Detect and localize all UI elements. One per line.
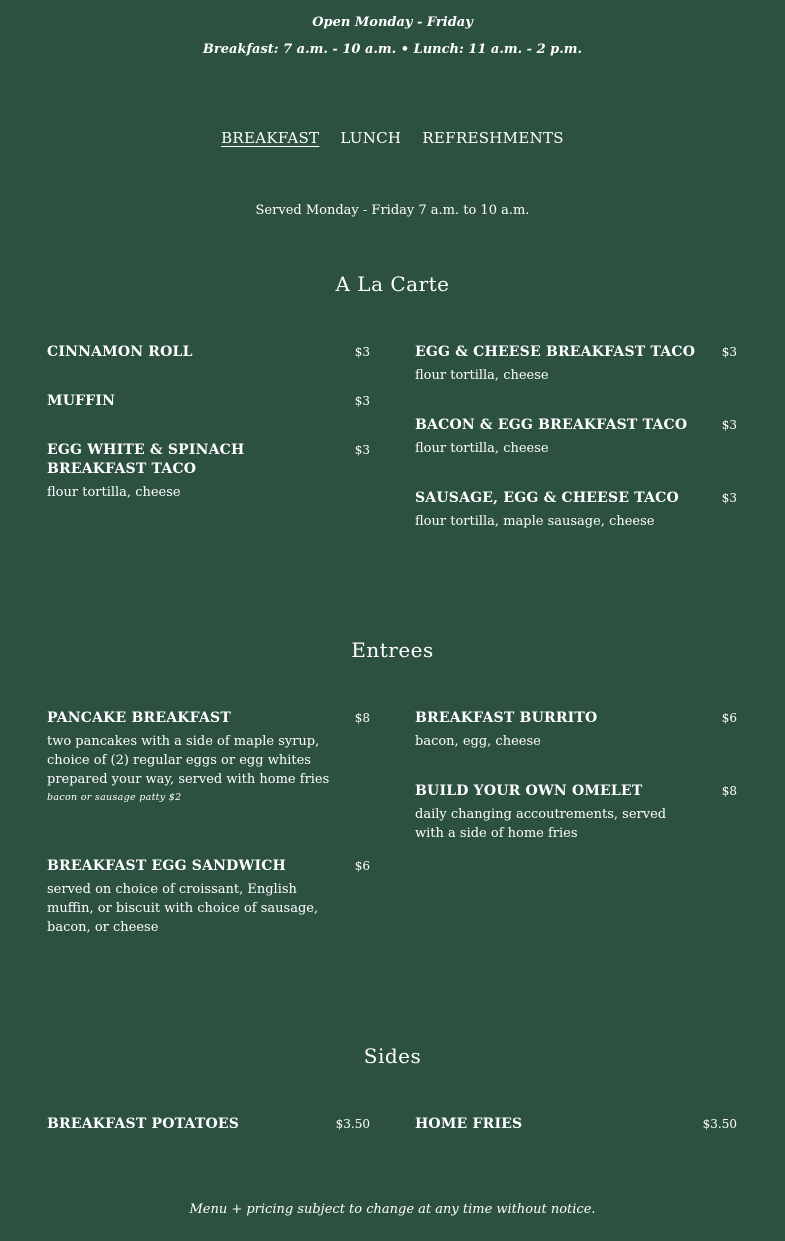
menu-item bbox=[415, 489, 737, 531]
item-name: CINNAMON ROLL bbox=[47, 344, 193, 360]
menu-item bbox=[415, 343, 737, 385]
item-price: $3 bbox=[721, 345, 737, 359]
item-description: flour tortilla, cheese bbox=[47, 485, 181, 500]
item-name: PANCAKE BREAKFAST bbox=[47, 710, 231, 726]
item-price: $3 bbox=[354, 394, 370, 408]
menu-item bbox=[47, 441, 370, 502]
item-description: bacon, egg, cheese bbox=[415, 734, 541, 749]
item-name: BACON & EGG BREAKFAST TACO bbox=[415, 417, 688, 433]
item-price: $6 bbox=[354, 859, 370, 873]
menu-item bbox=[47, 392, 370, 411]
item-price: $8 bbox=[721, 784, 737, 798]
item-description: two pancakes with a side of maple syrup, choice of (2) regular eggs or egg whites prepared your way, served with home fries bbox=[47, 734, 330, 787]
menu-item bbox=[415, 416, 737, 458]
hours: Breakfast: 7 a.m. - 10 a.m. • Lunch: 11 a.m. - 2 p.m. bbox=[202, 42, 583, 57]
item-price: $6 bbox=[721, 711, 737, 725]
item-price: $3.50 bbox=[335, 1117, 370, 1131]
item-price: $3 bbox=[721, 491, 737, 505]
menu-item bbox=[47, 343, 370, 362]
item-description: flour tortilla, cheese bbox=[415, 441, 549, 456]
section-title-entrees: Entrees bbox=[351, 638, 434, 662]
served-note: Served Monday - Friday 7 a.m. to 10 a.m. bbox=[255, 203, 530, 218]
item-name: BREAKFAST POTATOES bbox=[47, 1116, 240, 1132]
menu-item bbox=[47, 1115, 370, 1134]
item-price: $3.50 bbox=[702, 1117, 737, 1131]
tab-refreshments[interactable]: REFRESHMENTS bbox=[422, 129, 564, 147]
section-title-a-la-carte: A La Carte bbox=[335, 272, 450, 296]
tab-breakfast[interactable]: BREAKFAST bbox=[221, 129, 320, 147]
open-days: Open Monday - Friday bbox=[312, 15, 473, 30]
item-name: EGG & CHEESE BREAKFAST TACO bbox=[415, 344, 696, 360]
item-description: flour tortilla, maple sausage, cheese bbox=[415, 514, 655, 529]
item-name: SAUSAGE, EGG & CHEESE TACO bbox=[415, 490, 679, 506]
item-name: EGG WHITE & SPINACH BREAKFAST TACO bbox=[47, 442, 245, 477]
menu-item bbox=[415, 1115, 737, 1134]
item-price: $8 bbox=[354, 711, 370, 725]
item-name: BREAKFAST EGG SANDWICH bbox=[47, 858, 286, 874]
item-name: MUFFIN bbox=[47, 393, 116, 409]
menu-item bbox=[47, 857, 370, 937]
menu-item bbox=[415, 709, 737, 751]
item-price: $3 bbox=[354, 345, 370, 359]
section-title-sides: Sides bbox=[363, 1044, 422, 1068]
item-name: HOME FRIES bbox=[415, 1116, 523, 1132]
item-note: bacon or sausage patty $2 bbox=[47, 792, 182, 803]
menu-item bbox=[47, 709, 370, 805]
item-name: BUILD YOUR OWN OMELET bbox=[415, 783, 643, 799]
menu-tabs bbox=[0, 129, 785, 147]
item-description: daily changing accoutrements, served with a side of home fries bbox=[415, 807, 667, 841]
item-price: $3 bbox=[354, 443, 370, 457]
item-price: $3 bbox=[721, 418, 737, 432]
item-description: flour tortilla, cheese bbox=[415, 368, 549, 383]
footer-disclaimer: Menu + pricing subject to change at any time without notice. bbox=[189, 1202, 596, 1217]
item-name: BREAKFAST BURRITO bbox=[415, 710, 598, 726]
tab-lunch[interactable]: LUNCH bbox=[340, 129, 402, 147]
menu-item bbox=[415, 782, 737, 843]
item-description: served on choice of croissant, English muffin, or biscuit with choice of sausage, bacon, or cheese bbox=[47, 882, 319, 935]
